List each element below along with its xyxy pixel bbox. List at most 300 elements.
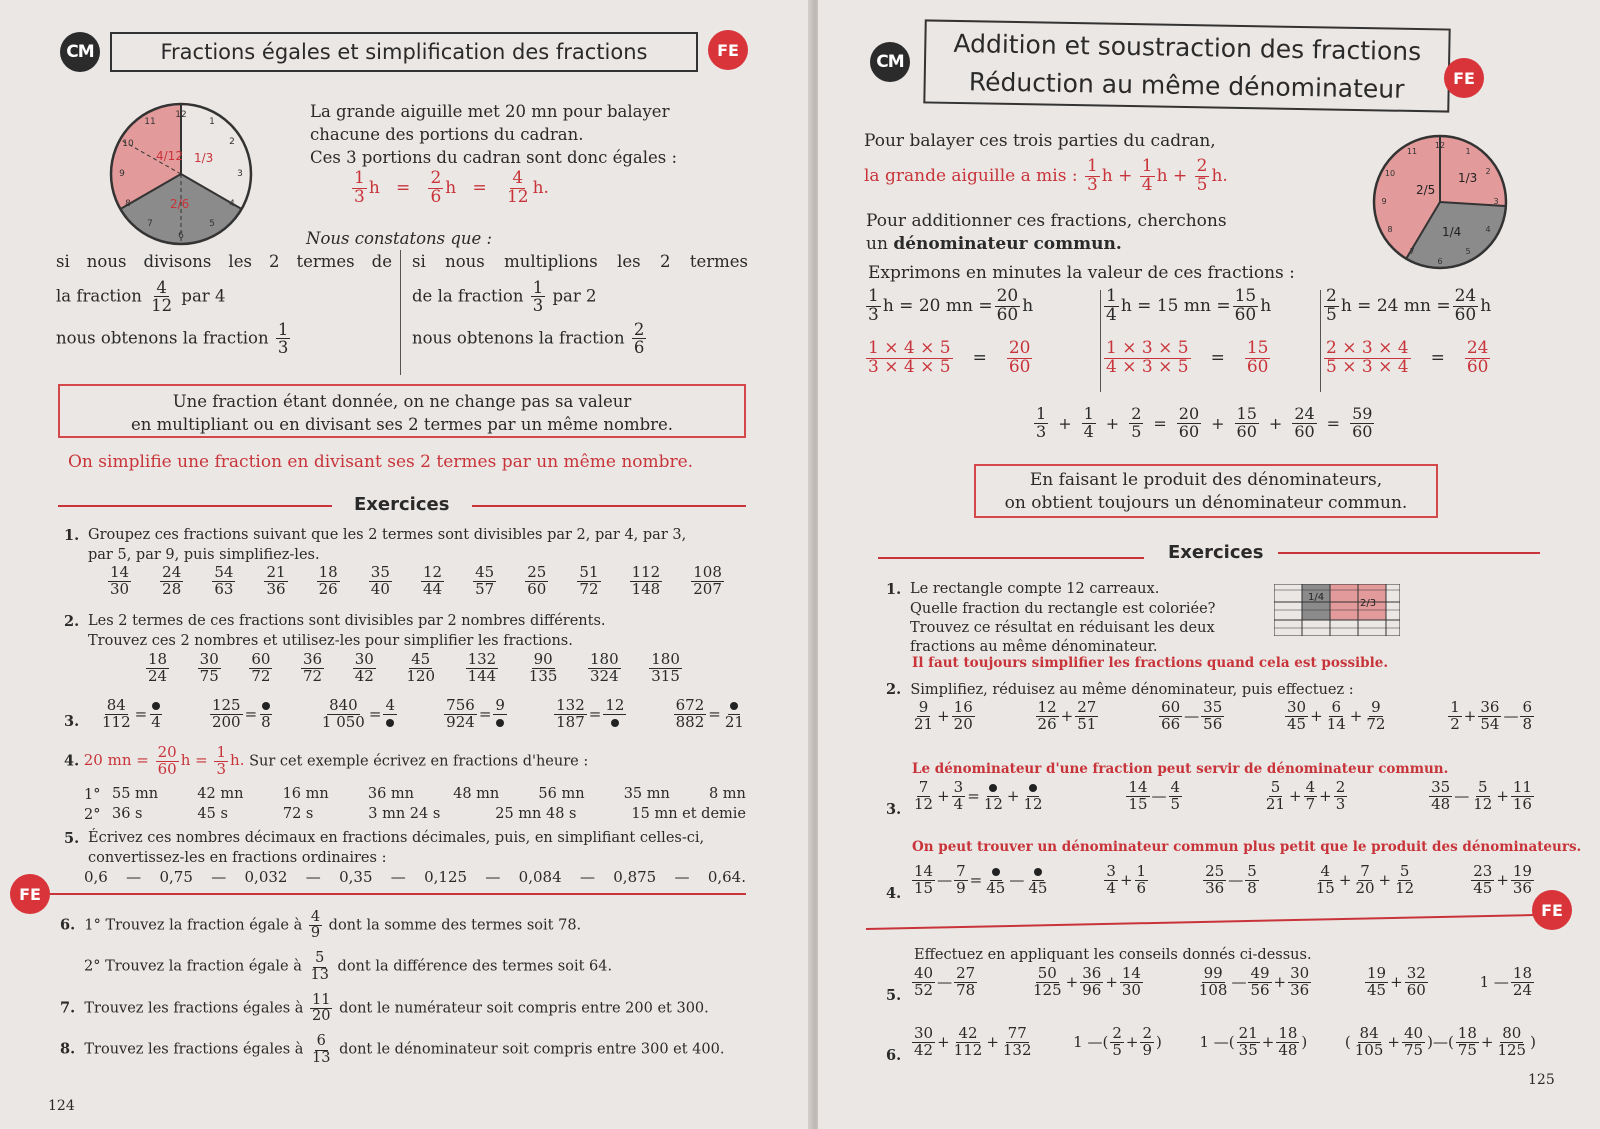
fraction: 12: [603, 698, 626, 731]
fraction: 4 5: [1170, 778, 1181, 813]
rule-red-3: On peut trouver un dénominateur commun plus petit que le produit des dénominateurs.: [912, 839, 1582, 855]
exercices-rule-left: [58, 505, 332, 507]
fraction: 12: [1021, 780, 1044, 813]
operator: —: [1184, 707, 1200, 726]
expression: [1427, 780, 1536, 813]
time-value: 36 s: [112, 806, 143, 822]
fraction: 1 4: [1106, 286, 1117, 325]
clock-label-2-5: 2/5: [1416, 183, 1436, 197]
expression: [910, 966, 979, 999]
operator: +: [986, 1033, 999, 1052]
time-value: 35 mn: [623, 786, 670, 802]
svg-text:8: 8: [1387, 225, 1393, 234]
fraction: 180 315: [651, 650, 680, 685]
exercise-5-values: 0,6 — 0,75 — 0,032 — 0,35 — 0,125 — 0,084 — 0,875 — 0,64.: [84, 868, 746, 886]
expression: [1469, 864, 1536, 897]
operator: —: [1503, 707, 1519, 726]
fraction: 30 42: [354, 650, 374, 685]
fraction: 4: [149, 698, 163, 731]
svg-text:3: 3: [237, 169, 243, 179]
fraction: $\frac{15}{60}$: [1246, 338, 1269, 377]
operator: —: [1432, 1033, 1448, 1052]
operator: +: [1378, 871, 1392, 890]
fraction: 30 42: [914, 1024, 934, 1059]
operator: —: [937, 871, 953, 890]
operator: =: [1153, 413, 1167, 433]
time-value: 25 mn 48 s: [495, 806, 577, 822]
expression: [442, 698, 509, 731]
operator: +: [937, 707, 950, 726]
exercise-5: 5. Écrivez ces nombres décimaux en fractions décimales, puis, en simplifiant celles-ci, convertissez-les en fractions ordinaires :: [64, 830, 705, 866]
fraction: 30 45: [1287, 698, 1307, 733]
svg-text:3: 3: [1493, 197, 1499, 206]
operator: +: [937, 1033, 950, 1052]
divide-column: si nous divisons les 2 termes de la fraction $\frac{4}{12}$ par 4 nous obtenons la fraction $\frac{1}{3}$: [56, 252, 392, 357]
effectuez-instruction: Effectuez en appliquant les conseils donnés ci-dessus.: [914, 947, 1312, 963]
exercise-5-number: 5.: [886, 987, 902, 1004]
fraction: 45: [1026, 864, 1049, 897]
operator: +: [1390, 973, 1403, 992]
operator: ): [1427, 1033, 1433, 1052]
expression: [552, 698, 628, 731]
minutes-text: h = 20 mn =: [882, 296, 993, 317]
unit: h: [1480, 296, 1492, 317]
fraction: $\frac{77}{132}$: [1002, 1024, 1032, 1059]
exercise-3-number: 3.: [64, 713, 80, 730]
fraction: 12 26: [1037, 698, 1057, 733]
equals: =: [972, 348, 987, 369]
operator: —: [1009, 871, 1025, 890]
fraction: $\frac{19}{36}$: [1512, 862, 1532, 897]
exercices-rule-left: [878, 557, 1144, 559]
intro-line-1: Pour balayer ces trois parties du cadran,: [864, 131, 1216, 151]
operator: +: [1310, 707, 1323, 726]
fraction: 18 24: [148, 650, 168, 685]
expression: [910, 700, 977, 733]
time-value: 36 mn: [367, 786, 414, 802]
fraction: $\frac{2 \times 3 \times 4}{5 \times 3 \times 4}$: [1326, 338, 1409, 377]
svg-text:8: 8: [125, 199, 131, 209]
column-2-product: [1102, 340, 1272, 377]
column-divider: [400, 250, 401, 375]
fraction: $\frac{80}{125}$: [1497, 1024, 1527, 1059]
fraction: $\frac{36}{54}$: [1480, 698, 1500, 733]
fraction: 18 26: [318, 563, 338, 598]
operator: =: [368, 705, 382, 724]
svg-text:5: 5: [209, 219, 215, 229]
operator: =: [708, 705, 721, 724]
exercise-2: 2. Les 2 termes de ces fractions sont divisibles par 2 nombres différents. Trouvez ces 2 nombres et utilisez-les pour simplifier les fractions.: [64, 613, 606, 649]
svg-text:10: 10: [1384, 169, 1396, 178]
intro-line-4: Exprimons en minutes la valeur de ces fractions :: [868, 263, 1295, 283]
fraction: $\frac{2}{9}$: [1142, 1024, 1152, 1059]
fraction: 9 21: [914, 698, 934, 733]
expression: [910, 1026, 1036, 1059]
clock-label-1-4: 1/4: [1442, 225, 1462, 239]
fraction: $\frac{24}{60}$: [1466, 338, 1489, 377]
fe-divider: [866, 914, 1534, 930]
operator: +: [1268, 413, 1283, 433]
expression: [208, 698, 275, 731]
fraction: $\frac{2}{3}$: [1335, 778, 1346, 813]
expression: [1283, 700, 1389, 733]
fe-badge-lower: FE: [1532, 890, 1572, 930]
fraction: 6 8: [1522, 698, 1532, 733]
fraction: 21 36: [266, 563, 286, 598]
fraction: 60 66: [1161, 698, 1181, 733]
fraction: 1 2: [1450, 698, 1460, 733]
expression: [1363, 966, 1430, 999]
expression: [1034, 700, 1101, 733]
fraction: 12: [982, 780, 1005, 813]
operator: —: [1454, 787, 1470, 806]
svg-text:9: 9: [119, 169, 125, 179]
expression: [1480, 966, 1536, 999]
clock-label-2-6: 2/6: [170, 197, 190, 211]
exercise-4-number: 4.: [886, 885, 902, 902]
fraction: 54 63: [214, 563, 234, 598]
constatons-heading: Nous constatons que :: [306, 229, 493, 248]
expression: [1157, 700, 1226, 733]
fraction: 12 44: [422, 563, 443, 598]
operator: +: [1105, 413, 1120, 433]
operator: =: [588, 705, 602, 724]
sum-equation: [1032, 404, 1376, 441]
column-3-minutes: [1322, 288, 1491, 325]
column-1-product: [864, 340, 1034, 377]
expression: [1124, 780, 1184, 813]
fraction: $\frac{4}{7}$: [1305, 778, 1316, 813]
operator: 1 —: [1199, 1033, 1229, 1052]
fraction: 25 60: [527, 563, 547, 598]
svg-text:11: 11: [1406, 147, 1418, 156]
svg-text:11: 11: [144, 117, 156, 127]
fraction: $\frac{30}{36}$: [1290, 964, 1310, 999]
fraction: 5 12: [1473, 778, 1493, 813]
svg-text:2: 2: [1485, 167, 1491, 176]
operator: +: [1289, 787, 1302, 806]
equal-fractions-equation: $\frac{1}{3}$ h = $\frac{2}{6}$ h = $\frac{4}{12}$ h.: [354, 168, 549, 207]
expression: [672, 698, 748, 731]
fraction: 14 30: [110, 563, 130, 598]
fraction: 1 3: [1036, 404, 1047, 441]
operator: =: [969, 871, 983, 890]
svg-text:7: 7: [147, 219, 153, 229]
operator: +: [1387, 1033, 1400, 1052]
fraction: 51 72: [579, 563, 599, 598]
fraction: 5 8: [1247, 862, 1257, 897]
fraction: $\frac{15}{60}$: [1234, 286, 1257, 325]
fraction: 25 36: [1205, 862, 1225, 897]
operator: +: [1319, 787, 1332, 806]
operator: +: [1058, 413, 1072, 433]
fraction: 2 5: [1112, 1024, 1122, 1059]
exercise-1-fractions: [106, 565, 726, 598]
fraction: 45: [984, 864, 1007, 897]
intro-line-3: Pour additionner ces fractions, cherchons un dénominateur commun.: [866, 211, 1227, 254]
exercices-rule-right: [1278, 552, 1540, 554]
exercise-3-expressions: [910, 780, 1536, 813]
svg-text:4: 4: [229, 199, 235, 209]
fraction: 4: [383, 698, 397, 731]
fe-badge: FE: [708, 30, 748, 70]
grid-label-2-3: 2/3: [1360, 598, 1377, 609]
exercices-heading: Exercices: [354, 494, 450, 515]
cm-badge: CM: [870, 42, 910, 82]
fraction: $\frac{20}{60}$: [1178, 404, 1200, 441]
fraction: $\frac{125}{200}$: [211, 696, 241, 731]
exercices-rule-right: [472, 505, 746, 507]
exercise-4: 4. 20 mn = $\frac{20}{60}$ h = $\frac{1}{3}$ h. Sur cet exemple écrivez en fractions d'heure :: [64, 743, 589, 778]
expression: [98, 698, 165, 731]
fraction: 21 35: [1238, 1024, 1258, 1059]
expression: [1102, 864, 1150, 897]
time-value: 42 mn: [197, 786, 244, 802]
expression: [1032, 406, 1376, 441]
rule-box: Une fraction étant donnée, on ne change pas sa valeur en multipliant ou en divisant ses 2 termes par un même nombre.: [58, 384, 746, 438]
clock-label-1-3: 1/3: [194, 151, 214, 165]
expression: [318, 698, 399, 731]
clock-diagram: [106, 100, 256, 248]
fraction: 21: [723, 698, 746, 731]
operator: (: [1344, 1033, 1351, 1052]
clock-diagram: [1370, 132, 1510, 272]
exercise-1: 1. Groupez ces fractions suivant que les 2 termes sont divisibles par 2, par 4, par 3, par 5, par 9, puis simplifiez-les.: [64, 527, 687, 563]
fraction: 45 120: [406, 650, 435, 685]
page-title: Fractions égales et simplification des fractions: [110, 32, 698, 72]
fraction: $\frac{11}{16}$: [1512, 778, 1532, 813]
operator: +: [1349, 707, 1363, 726]
fraction: 30 75: [199, 650, 219, 685]
fe-divider: [50, 893, 746, 895]
exercise-3-number: 3.: [886, 801, 902, 818]
fraction: $\frac{132}{187}$: [556, 696, 585, 731]
fraction: $\frac{2}{5}$: [1131, 404, 1142, 441]
operator: +: [1105, 973, 1118, 992]
fraction: 90 135: [528, 650, 558, 685]
operator: —: [1228, 871, 1244, 890]
operator: =: [1326, 413, 1341, 433]
svg-text:9: 9: [1381, 197, 1387, 206]
ex4-row2: [112, 806, 746, 822]
fraction: $\frac{24}{60}$: [1454, 286, 1477, 325]
operator: ): [1301, 1033, 1308, 1052]
operator: +: [937, 787, 950, 806]
expression: [1199, 1026, 1307, 1059]
fraction: 23 45: [1473, 862, 1493, 897]
exercise-4-expressions: [910, 864, 1536, 897]
operator: +: [1060, 707, 1074, 726]
operator: +: [1006, 787, 1020, 806]
exercices-heading: Exercices: [1168, 542, 1264, 563]
fraction: 36 72: [303, 650, 323, 685]
expression: [1262, 780, 1349, 813]
page-title: Addition et soustraction des fractions Réduction au même dénominateur: [923, 19, 1450, 112]
operator: +: [1480, 1033, 1494, 1052]
fraction: 84 105: [1354, 1024, 1384, 1059]
fraction: $\frac{1 \times 3 \times 5}{4 \times 3 \times 5}$: [1106, 338, 1189, 377]
operator: =: [478, 705, 492, 724]
fraction: 4 15: [1315, 862, 1335, 897]
fraction: 7 12: [914, 778, 934, 813]
grid-label-1-4: 1/4: [1308, 592, 1325, 603]
operator: +: [1496, 787, 1509, 806]
operator: (: [1228, 1033, 1235, 1052]
fraction: $\frac{32}{60}$: [1406, 964, 1426, 999]
operator: 1 —: [1479, 973, 1509, 992]
expression: [1345, 1026, 1536, 1059]
svg-text:12: 12: [175, 110, 187, 120]
fraction: $\frac{6}{14}$: [1326, 698, 1346, 733]
expression: [1195, 966, 1313, 999]
expression: [1312, 864, 1418, 897]
fraction: 35 56: [1203, 698, 1223, 733]
unit: h: [1022, 296, 1034, 317]
fraction: $\frac{36}{96}$: [1082, 964, 1102, 999]
time-value: 8 mn: [708, 786, 746, 802]
exercise-5-expressions: [910, 966, 1536, 999]
fraction: 99 108: [1198, 964, 1228, 999]
fraction: 14 15: [1128, 778, 1148, 813]
operator: +: [1065, 973, 1079, 992]
fraction: 60 72: [251, 650, 271, 685]
fraction: 49 56: [1250, 964, 1270, 999]
fraction: 112 148: [631, 563, 661, 598]
expression: [910, 864, 1051, 897]
svg-text:12: 12: [1434, 141, 1446, 150]
fraction: 45 57: [475, 563, 495, 598]
equals: =: [1210, 348, 1225, 369]
minutes-text: h = 24 mn =: [1340, 296, 1451, 317]
fraction: 18 75: [1457, 1024, 1477, 1059]
column-3-product: [1322, 340, 1492, 377]
fraction: 1 3: [868, 286, 879, 325]
fraction: $\frac{18}{48}$: [1278, 1024, 1298, 1059]
intro-line-2: la grande aiguille a mis : $\frac{1}{3}$ h + $\frac{1}{4}$ h + $\frac{2}{5}$ h.: [864, 156, 1228, 195]
fraction: $\frac{16}{20}$: [953, 698, 973, 733]
fraction: $\frac{7}{9}$: [956, 862, 966, 897]
operator: +: [1125, 1033, 1139, 1052]
fraction: 9: [493, 698, 507, 731]
operator: +: [1338, 871, 1352, 890]
rule-box: En faisant le produit des dénominateurs, on obtient toujours un dénominateur commun.: [974, 464, 1438, 518]
ex4-row1-label: 1°: [84, 787, 101, 803]
operator: 1 —: [1073, 1033, 1103, 1052]
fe-badge: FE: [1444, 58, 1484, 98]
fe-badge-lower: FE: [10, 874, 50, 914]
expression: [1073, 1026, 1162, 1059]
operator: =: [967, 787, 980, 806]
grid-rectangle: [1274, 584, 1400, 636]
expression: [1446, 700, 1536, 733]
fraction: $\frac{9}{72}$: [1366, 698, 1386, 733]
equals: =: [1430, 348, 1445, 369]
fraction: 108 207: [693, 563, 722, 598]
operator: —: [1151, 787, 1167, 806]
operator: =: [244, 705, 258, 724]
svg-text:5: 5: [1465, 247, 1471, 256]
operator: +: [1211, 413, 1225, 433]
multiply-column: si nous multiplions les 2 termes de la fraction $\frac{1}{3}$ par 2 nous obtenons la fraction $\frac{2}{6}$: [412, 252, 748, 357]
fraction: $\frac{42}{112}$: [953, 1024, 983, 1059]
operator: +: [1463, 707, 1477, 726]
operator: (: [1447, 1033, 1454, 1052]
fraction: 50 125: [1033, 964, 1062, 999]
column-divider-1: [1100, 290, 1101, 392]
operator: (: [1102, 1033, 1109, 1052]
fraction: 27 78: [956, 964, 976, 999]
fraction: 8: [259, 698, 273, 731]
exercise-2: 2. Simplifiez, réduisez au même dénominateur, puis effectuez :: [886, 681, 1354, 698]
operator: —: [1231, 973, 1247, 992]
fraction: $\frac{3}{4}$: [953, 778, 964, 813]
svg-text:7: 7: [1409, 247, 1415, 256]
svg-text:4: 4: [1485, 225, 1491, 234]
exercise-1: 1. Le rectangle compte 12 carreaux. Quelle fraction du rectangle est coloriée? Trouvez ce résultat en réduisant les deux fractions au même dénominateur.: [886, 581, 1216, 655]
rule-red-2: Le dénominateur d'une fraction peut servir de dénominateur commun.: [912, 761, 1449, 777]
column-divider-2: [1320, 290, 1321, 392]
fraction: 40 52: [914, 964, 934, 999]
fraction: 132 144: [467, 650, 497, 685]
fraction: $\frac{672}{882}$: [675, 696, 705, 731]
fraction: 5 21: [1265, 778, 1286, 813]
exercise-6-number: 6.: [886, 1047, 902, 1064]
page-number: 125: [1528, 1072, 1555, 1088]
cm-badge: CM: [60, 32, 100, 72]
svg-text:6: 6: [1437, 257, 1443, 266]
fraction: 35 48: [1431, 778, 1451, 813]
fraction: 3 4: [1106, 862, 1116, 897]
expression: [910, 780, 1047, 813]
fraction: 19 45: [1367, 964, 1387, 999]
expression: [1029, 966, 1145, 999]
fraction: 180 324: [590, 650, 619, 685]
fraction: $\frac{15}{60}$: [1236, 404, 1257, 441]
time-value: 55 mn: [112, 786, 159, 802]
operator: +: [1261, 1033, 1275, 1052]
exercise-6: 6. 1° Trouvez la fraction égale à $\frac{4}{9}$ dont la somme des termes soit 78. 2° Trouvez la fraction égale à $\frac{5}{13}$ dont la différence des termes soit 64. 7. Trouvez les fractions égales à $\frac{11}{20}$ dont le numérateur soit compris entre 200 et 300. 8. Trouvez les fractions égales à $\frac{6}{13}$ dont le dénominateur soit compris entre 300 et 400.: [60, 909, 725, 1066]
rule-red-1: Il faut toujours simplifier les fractions quand cela est possible.: [912, 655, 1389, 671]
time-value: 3 mn 24 s: [368, 806, 441, 822]
operator: +: [1119, 871, 1133, 890]
page-number: 124: [48, 1098, 75, 1114]
rule-red: On simplifie une fraction en divisant ses 2 termes par un même nombre.: [68, 452, 694, 472]
fraction: 24 28: [162, 563, 182, 598]
exercise-6-expressions: [910, 1026, 1536, 1059]
fraction: $\frac{27}{51}$: [1077, 698, 1097, 733]
operator: =: [134, 705, 148, 724]
exercise-3-fractions: [98, 698, 748, 731]
svg-text:10: 10: [122, 139, 134, 149]
operator: —: [937, 973, 953, 992]
fraction: 35 40: [370, 563, 390, 598]
time-value: 15 mn et demie: [631, 806, 746, 822]
right-page: [818, 0, 1600, 1129]
fraction: $\frac{20}{60}$: [996, 286, 1019, 325]
svg-text:1: 1: [209, 117, 215, 127]
fraction: $\frac{1}{6}$: [1136, 862, 1147, 897]
operator: ): [1530, 1033, 1536, 1052]
fraction: $\frac{1}{4}$: [1083, 404, 1094, 441]
time-value: 45 s: [197, 806, 228, 822]
intro-paragraph: La grande aiguille met 20 mn pour balayer chacune des portions du cadran. Ces 3 portions du cadran sont donc égales :: [310, 102, 678, 167]
ex4-row1: [112, 786, 746, 802]
fraction: 18 24: [1512, 964, 1532, 999]
fraction: $\frac{1 \times 4 \times 5}{3 \times 4 \times 5}$: [868, 338, 951, 377]
column-2-minutes: [1102, 288, 1271, 325]
unit: h: [1260, 296, 1272, 317]
time-value: 48 mn: [453, 786, 500, 802]
